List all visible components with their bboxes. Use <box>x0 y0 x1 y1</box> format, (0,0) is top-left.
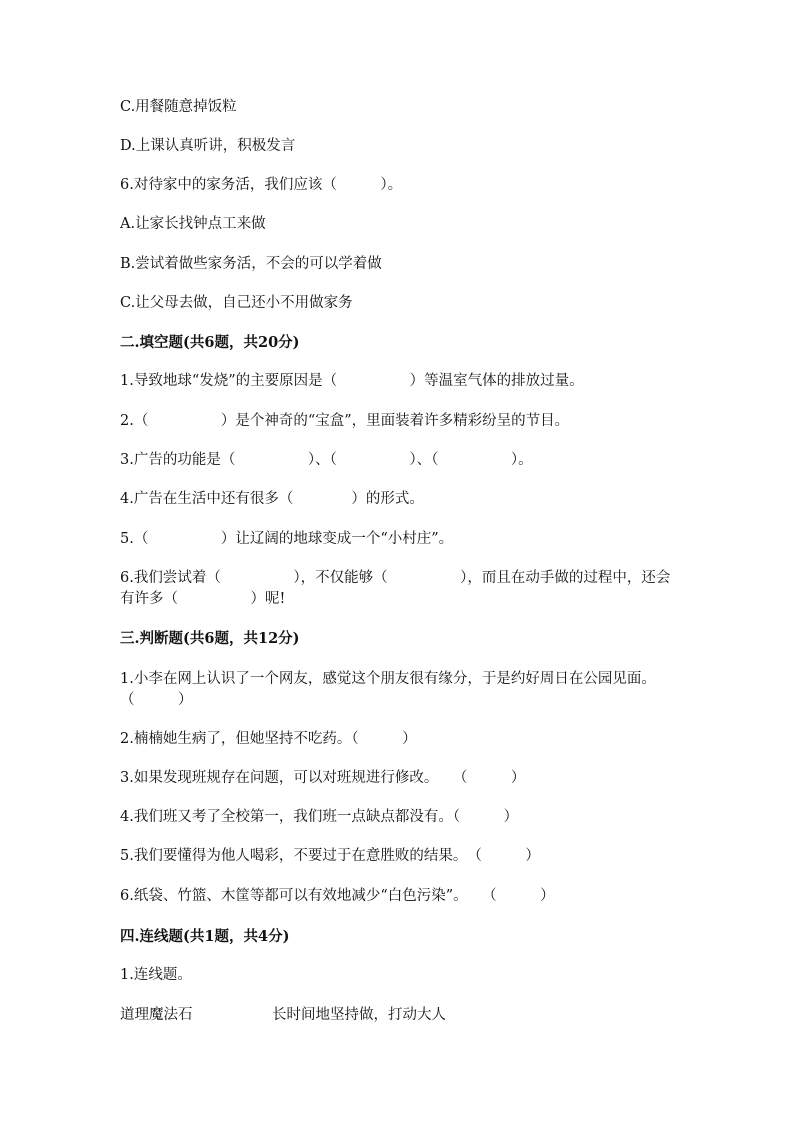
matching-question-1: 1.连线题。 <box>120 967 192 983</box>
tf-question-2: 2.楠楠她生病了，但她坚持不吃药。（ ） <box>120 731 417 747</box>
fill-question-2: 2.（ ）是个神奇的“宝盒”，里面装着许多精彩纷呈的节目。 <box>120 413 570 429</box>
option-a-q6: A.让家长找钟点工来做 <box>120 216 266 232</box>
match-left-item: 道理魔法石 <box>120 1007 193 1023</box>
option-c-q6: C.让父母去做，自己还小不用做家务 <box>120 295 353 311</box>
question-6-choice: 6.对待家中的家务活，我们应该（ ）。 <box>120 177 403 193</box>
option-d-q5: D.上课认真听讲，积极发言 <box>120 138 296 154</box>
tf-question-5: 5.我们要懂得为他人喝彩，不要过于在意胜败的结果。 （ ） <box>120 848 540 864</box>
section-true-false-heading: 三.判断题(共6题，共12分) <box>120 630 300 647</box>
fill-question-5: 5.（ ）让辽阔的地球变成一个“小村庄”。 <box>120 531 454 547</box>
fill-question-4: 4.广告在生活中还有很多（ ）的形式。 <box>120 491 424 507</box>
fill-question-6: 6.我们尝试着（ ），不仅能够（ ），而且在动手做的过程中，还会有许多（ ）呢! <box>120 570 671 607</box>
section-fill-blank-heading: 二.填空题(共6题，共20分) <box>120 334 300 351</box>
tf-question-6: 6.纸袋、竹篮、木筐等都可以有效地减少“白色污染”。 （ ） <box>120 888 555 904</box>
tf-question-4: 4.我们班又考了全校第一，我们班一点缺点都没有。（ ） <box>120 809 519 825</box>
tf-question-3: 3.如果发现班规存在问题，可以对班规进行修改。 （ ） <box>120 770 526 786</box>
option-c-q5: C.用餐随意掉饭粒 <box>120 99 237 115</box>
tf-question-1: 1.小李在网上认识了一个网友，感觉这个朋友很有缘分，于是约好周日在公园见面。（ ） <box>120 671 656 708</box>
section-matching-heading: 四.连线题(共1题，共4分) <box>120 928 290 945</box>
fill-question-1: 1.导致地球“发烧”的主要原因是（ ）等温室气体的排放过量。 <box>120 373 584 389</box>
match-right-item: 长时间地坚持做，打动大人 <box>272 1007 446 1023</box>
option-b-q6: B.尝试着做些家务活，不会的可以学着做 <box>120 256 382 272</box>
fill-question-3: 3.广告的功能是（ ）、（ ）、（ ）。 <box>120 452 533 468</box>
